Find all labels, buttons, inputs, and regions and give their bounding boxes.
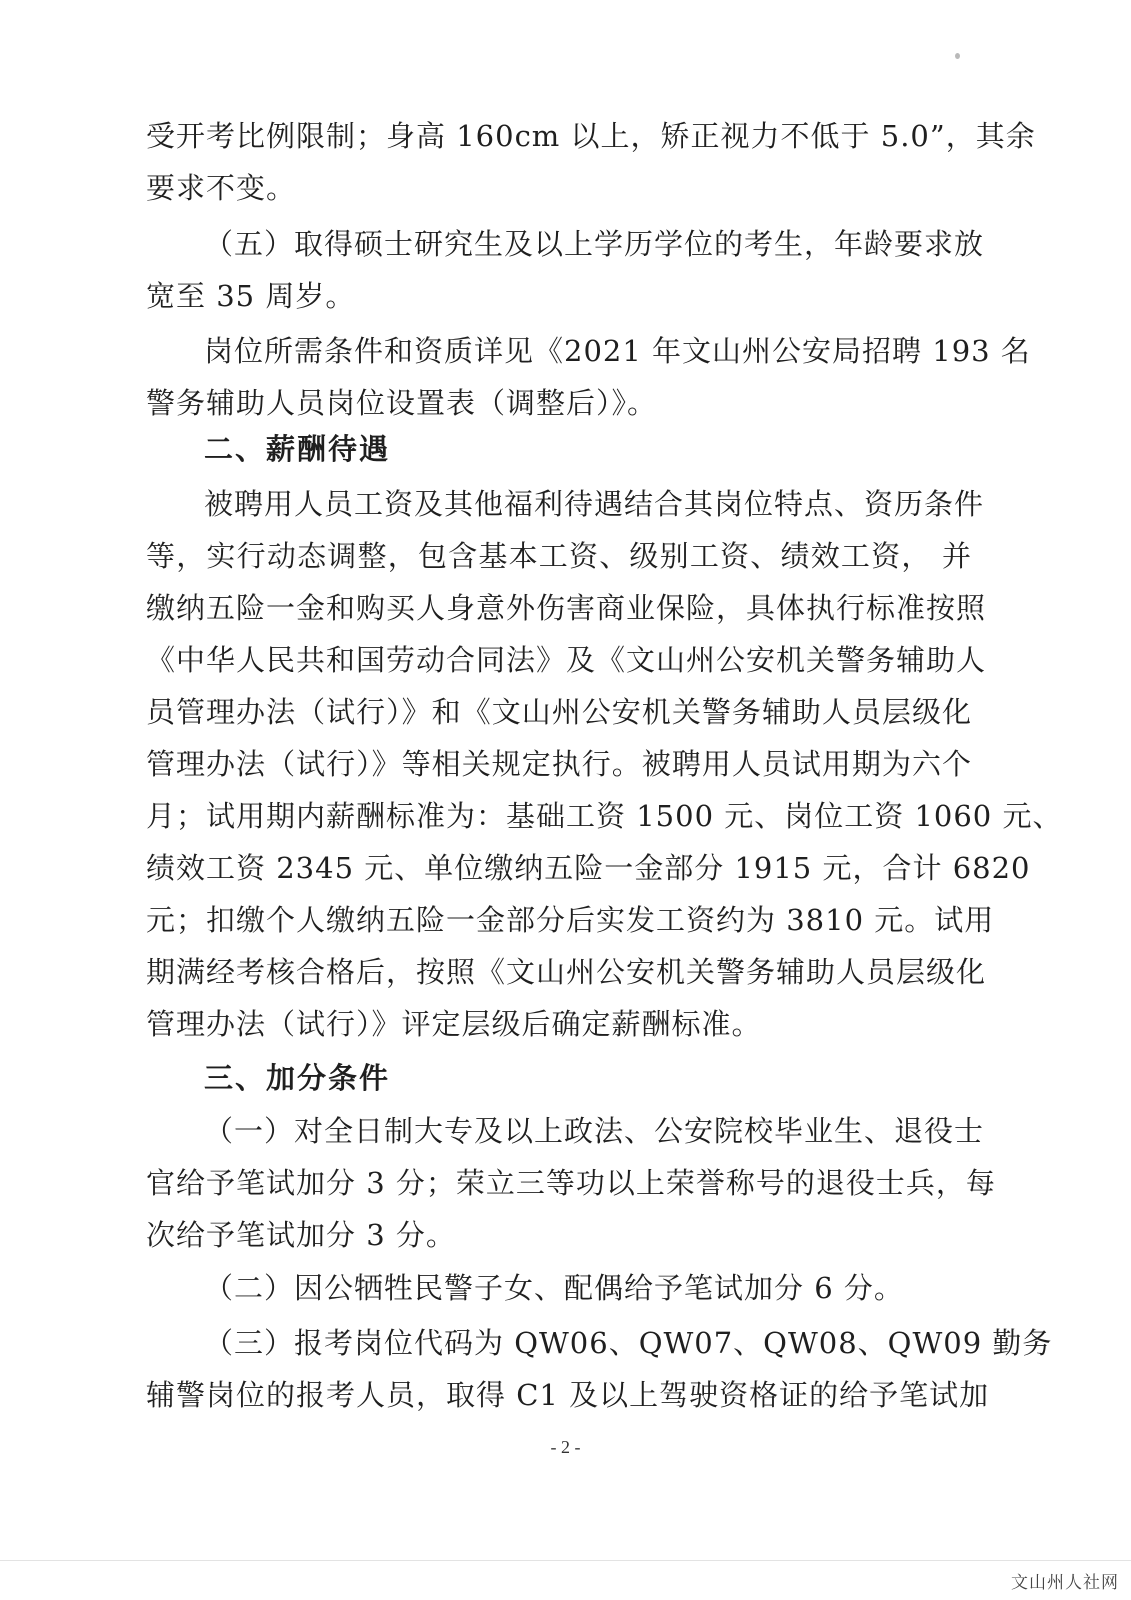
divider — [0, 1560, 1131, 1561]
text-line: （一）对全日制大专及以上政法、公安院校毕业生、退役士 — [204, 1114, 985, 1148]
paragraph-age-masters — [146, 218, 985, 322]
paragraph-bonus-family — [146, 1262, 972, 1314]
text-line: （三）报考岗位代码为 QW06、QW07、QW08、QW09 勤务 — [204, 1326, 1053, 1360]
text-line: 宽至 35 周岁。 — [146, 279, 356, 313]
text-line: 官给予笔试加分 3 分；荣立三等功以上荣誉称号的退役士兵，每 — [146, 1166, 996, 1200]
text-line: 警务辅助人员岗位设置表（调整后）》。 — [146, 386, 658, 420]
paragraph-salary-details — [146, 478, 1063, 1050]
text-line: 缴纳五险一金和购买人身意外伤害商业保险，具体执行标准按照 — [146, 591, 987, 625]
text-line: 次给予笔试加分 3 分。 — [146, 1218, 456, 1252]
paragraph-bonus-graduates — [146, 1105, 996, 1261]
paragraph-height-vision — [146, 110, 1036, 214]
text-line: 管理办法（试行）》评定层级后确定薪酬标准。 — [146, 1007, 762, 1041]
section-heading-bonus: 三、加分条件 — [204, 1061, 391, 1095]
text-line: 等，实行动态调整，包含基本工资、级别工资、绩效工资， 并 — [146, 539, 972, 573]
section-heading-salary: 二、薪酬待遇 — [204, 432, 391, 466]
paragraph-position-table — [146, 325, 1031, 429]
scan-speck — [955, 53, 960, 59]
text-line: （五）取得硕士研究生及以上学历学位的考生，年龄要求放 — [204, 227, 985, 261]
text-line: 绩效工资 2345 元、单位缴纳五险一金部分 1915 元，合计 6820 — [146, 851, 1031, 885]
text-line: 元；扣缴个人缴纳五险一金部分后实发工资约为 3810 元。试用 — [146, 903, 995, 937]
paragraph-bonus-driving — [146, 1317, 1053, 1421]
text-line: 管理办法（试行）》等相关规定执行。被聘用人员试用期为六个 — [146, 747, 972, 781]
text-line: 岗位所需条件和资质详见《2021 年文山州公安局招聘 193 名 — [204, 334, 1031, 368]
text-line: 员管理办法（试行）》和《文山州公安机关警务辅助人员层级化 — [146, 695, 972, 729]
text-line: 被聘用人员工资及其他福利待遇结合其岗位特点、资历条件 — [204, 487, 985, 521]
text-line: 期满经考核合格后，按照《文山州公安机关警务辅助人员层级化 — [146, 955, 987, 989]
text-line: （二）因公牺牲民警子女、配偶给予笔试加分 6 分。 — [204, 1271, 904, 1305]
site-watermark: 文山州人社网 — [1011, 1573, 1119, 1593]
text-line: 要求不变。 — [146, 171, 297, 205]
text-line: 辅警岗位的报考人员，取得 C1 及以上驾驶资格证的给予笔试加 — [146, 1378, 990, 1412]
text-line: 月；试用期内薪酬标准为：基础工资 1500 元、岗位工资 1060 元、 — [146, 799, 1063, 833]
text-line: 受开考比例限制；身高 160cm 以上，矫正视力不低于 5.0”，其余 — [146, 119, 1036, 153]
text-line: 《中华人民共和国劳动合同法》及《文山州公安机关警务辅助人 — [146, 643, 987, 677]
page-number: - 2 - — [550, 1437, 581, 1457]
